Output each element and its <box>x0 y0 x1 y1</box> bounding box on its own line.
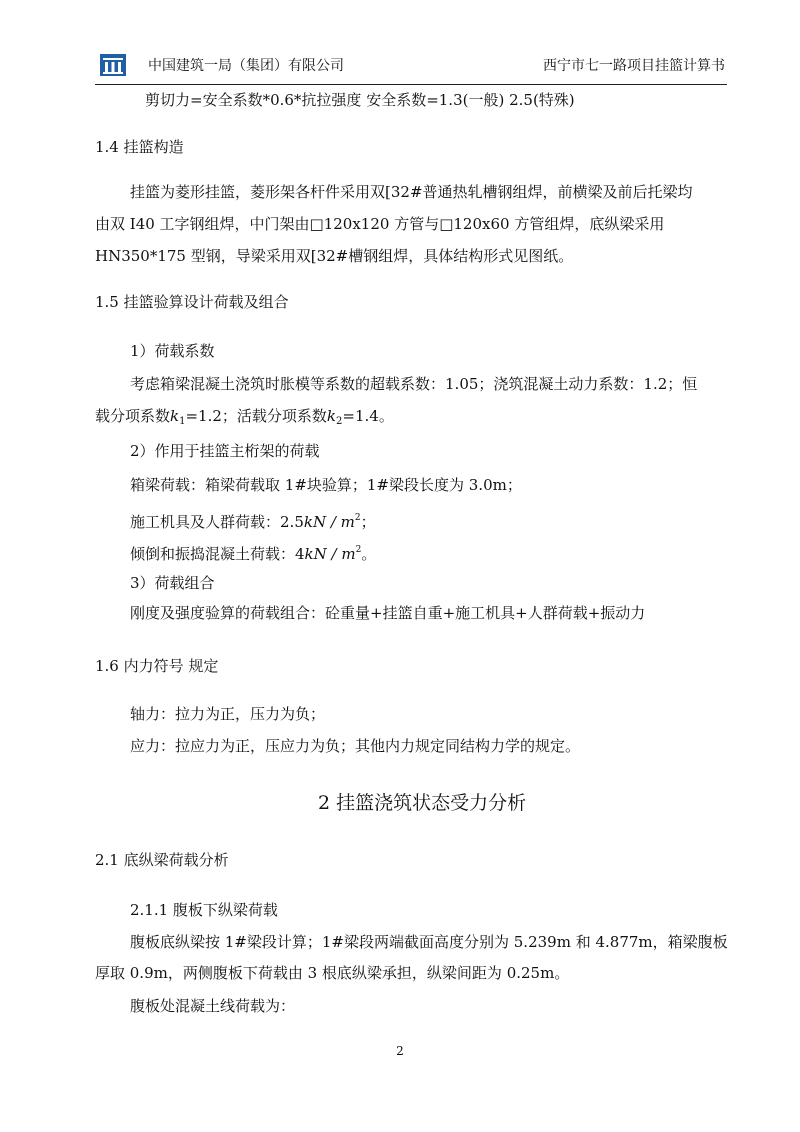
text-segment: 载分项系数 <box>95 407 171 425</box>
symbol-k: k <box>326 407 337 425</box>
unit-kn-m2: kN / m <box>304 545 356 563</box>
header-divider <box>95 84 727 85</box>
paragraph-line: 轴力：拉力为正，压力为负； <box>130 705 326 723</box>
paragraph-line: 应力：拉应力为正，压应力为负；其他内力规定同结构力学的规定。 <box>130 737 581 755</box>
company-logo-icon <box>100 54 126 76</box>
symbol-k: k <box>170 407 180 425</box>
paragraph-line: 箱梁荷载：箱梁荷载取 1#块验算；1#梁段长度为 3.0m； <box>130 476 522 494</box>
subheading-load-factors: 1）荷载系数 <box>130 342 215 360</box>
paragraph-line: 腹板处混凝土线荷载为： <box>130 997 296 1015</box>
page-number: 2 <box>396 1044 404 1058</box>
chapter-title: 2 挂篮浇筑状态受力分析 <box>318 792 527 814</box>
superscript: 2 <box>354 513 361 523</box>
page-header <box>100 52 725 82</box>
paragraph-line: 挂篮为菱形挂篮，菱形架各杆件采用双[32#普通热轧槽钢组焊，前横梁及前后托梁均 <box>130 183 693 201</box>
subheading-truss-loads: 2）作用于挂篮主桁架的荷载 <box>130 442 320 460</box>
paragraph-line: 由双 I40 工字钢组焊，中门架由□120x120 方管与□120x60 方管组焊，底纵梁采用 <box>95 215 665 233</box>
subscript: 2 <box>336 416 343 427</box>
paragraph-line <box>130 540 376 564</box>
subheading-load-combination: 3）荷载组合 <box>130 574 215 592</box>
section-heading-1-4: 1.4 挂篮构造 <box>95 138 184 156</box>
paragraph-line: 腹板底纵梁按 1#梁段计算；1#梁段两端截面高度分别为 5.239m 和 4.877m，箱梁腹板 <box>130 933 728 951</box>
superscript: 2 <box>355 545 362 555</box>
paragraph-line <box>95 406 394 432</box>
paragraph-line: 厚取 0.9m，两侧腹板下荷载由 3 根底纵梁承担，纵梁间距为 0.25m。 <box>95 964 570 982</box>
company-name: 中国建筑一局（集团）有限公司 <box>148 58 344 74</box>
paragraph-line: HN350*175 型钢，导梁采用双[32#槽钢组焊，具体结构形式见图纸。 <box>95 247 574 265</box>
section-heading-1-6: 1.6 内力符号 规定 <box>95 657 219 675</box>
paragraph-line <box>130 508 376 532</box>
text-segment: 施工机具及人群荷载：2.5 <box>130 513 304 531</box>
paragraph-line: 考虑箱梁混凝土浇筑时胀模等系数的超载系数：1.05；浇筑混凝土动力系数：1.2；恒 <box>130 375 698 393</box>
unit-kn-m2: kN / m <box>303 513 355 531</box>
shear-formula-line: 剪切力=安全系数*0.6*抗拉强度 安全系数=1.3(一般) 2.5(特殊) <box>145 91 575 109</box>
text-segment: ； <box>360 513 376 531</box>
subsection-heading-2-1-1: 2.1.1 腹板下纵梁荷载 <box>130 901 278 919</box>
paragraph-line: 刚度及强度验算的荷载组合：砼重量+挂篮自重+施工机具+人群荷载+振动力 <box>130 604 646 622</box>
subscript: 1 <box>179 416 186 427</box>
text-segment: 。 <box>361 545 377 563</box>
project-title: 西宁市七一路项目挂篮计算书 <box>543 58 725 74</box>
section-heading-2-1: 2.1 底纵梁荷载分析 <box>95 851 229 869</box>
text-segment: =1.2；活载分项系数 <box>185 407 327 425</box>
section-heading-1-5: 1.5 挂篮验算设计荷载及组合 <box>95 293 289 311</box>
text-segment: =1.4。 <box>342 407 394 425</box>
text-segment: 倾倒和振捣混凝土荷载：4 <box>130 545 305 563</box>
